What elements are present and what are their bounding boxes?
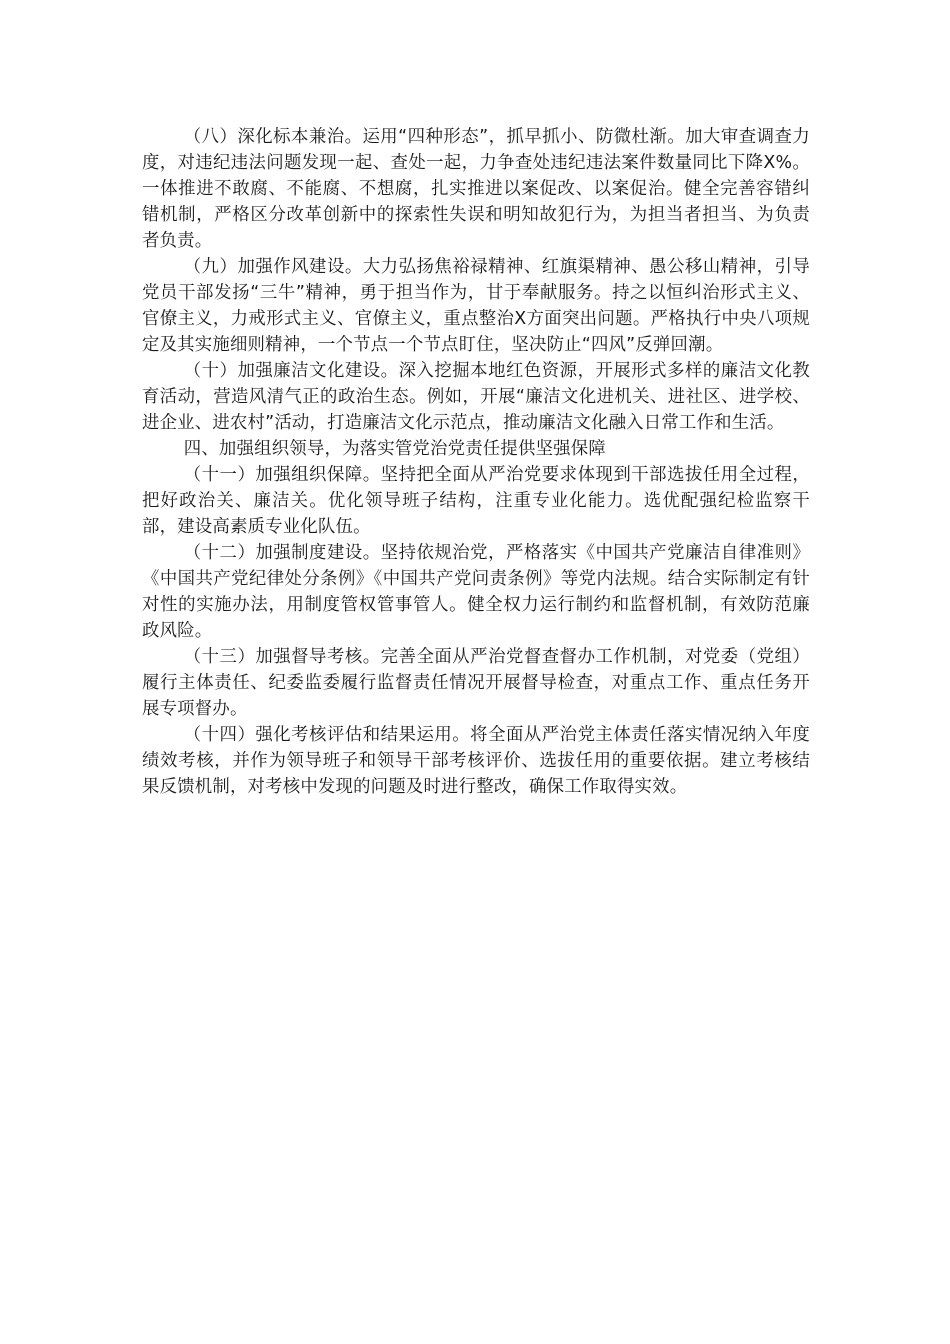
paragraph-9: （九）加强作风建设。大力弘扬焦裕禄精神、红旗渠精神、愚公移山精神，引导党员干部发扬“三牛”精神，勇于担当作为，甘于奉献服务。持之以恒纠治形式主义、官僚主义，力戒形式主义、官僚主义，重点整治X方面突出问题。严格执行中央八项规定及其实施细则精神，一个节点一个节点盯住，坚决防止“四风”反弹回潮。 — [142, 257, 810, 355]
paragraph-11: （十一）加强组织保障。坚持把全面从严治党要求体现到干部选拔任用全过程，把好政治关、廉洁关。优化领导班子结构，注重专业化能力。选优配强纪检监察干部，建设高素质专业化队伍。 — [142, 465, 810, 537]
paragraph-13: （十三）加强督导考核。完善全面从严治党督查督办工作机制，对党委（党组）履行主体责任、纪委监委履行监督责任情况开展督导检查，对重点工作、重点任务开展专项督办。 — [142, 647, 810, 719]
section-heading-4: 四、加强组织领导，为落实管党治党责任提供坚强保障 — [183, 439, 606, 459]
paragraph-12: （十二）加强制度建设。坚持依规治党，严格落实《中国共产党廉洁自律准则》《中国共产党纪律处分条例》《中国共产党问责条例》等党内法规。结合实际制定有针对性的实施办法，用制度管权管事管人。健全权力运行制约和监督机制，有效防范廉政风险。 — [142, 543, 810, 641]
paragraph-8: （八）深化标本兼治。运用“四种形态”，抓早抓小、防微杜渐。加大审查调查力度，对违纪违法问题发现一起、查处一起，力争查处违纪违法案件数量同比下降X%。一体推进不敢腐、不能腐、不想腐，扎实推进以案促改、以案促治。健全完善容错纠错机制，严格区分改革创新中的探索性失误和明知故犯行为，为担当者担当、为负责者负责。 — [142, 127, 810, 251]
paragraph-14: （十四）强化考核评估和结果运用。将全面从严治党主体责任落实情况纳入年度绩效考核，并作为领导班子和领导干部考核评价、选拔任用的重要依据。建立考核结果反馈机制，对考核中发现的问题及时进行整改，确保工作取得实效。 — [142, 725, 810, 797]
paragraph-10: （十）加强廉洁文化建设。深入挖掘本地红色资源，开展形式多样的廉洁文化教育活动，营造风清气正的政治生态。例如，开展“廉洁文化进机关、进社区、进学校、进企业、进农村”活动，打造廉洁文化示范点，推动廉洁文化融入日常工作和生活。 — [142, 361, 810, 433]
document-page — [142, 124, 810, 800]
